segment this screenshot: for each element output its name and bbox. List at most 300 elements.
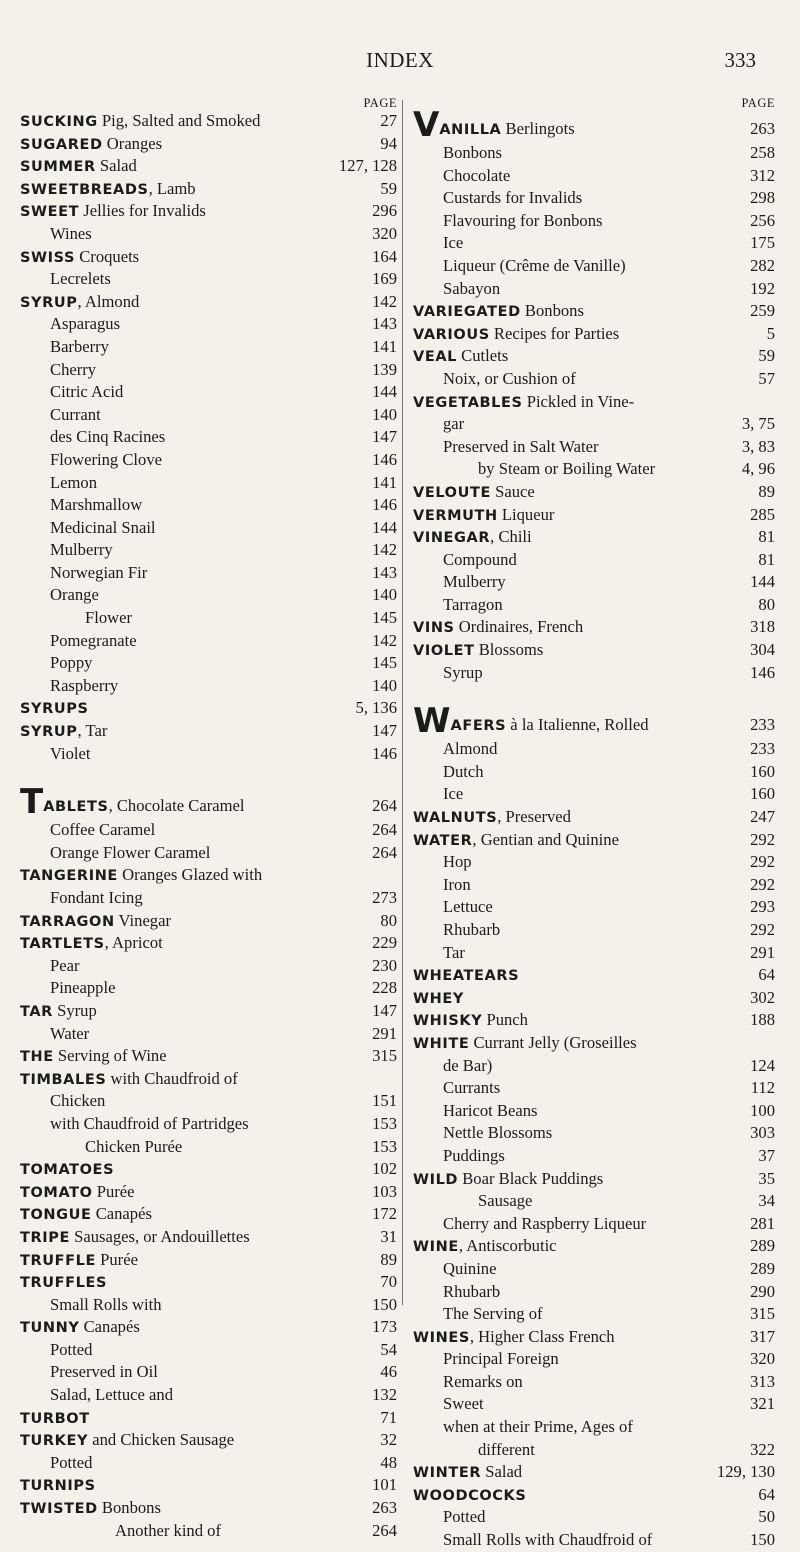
index-entry [413, 1009, 775, 1032]
entry-subtext: Marshmallow [50, 495, 143, 515]
entry-text [443, 1303, 543, 1326]
index-entry [20, 1203, 397, 1226]
page-column-label [413, 96, 775, 110]
entry-text [413, 1009, 528, 1033]
entry-subtext: Asparagus [50, 314, 121, 334]
entry-subtext: Ordinaires, French [454, 617, 584, 637]
entry-subtext: Almond [443, 739, 498, 759]
index-column-left [20, 96, 397, 1542]
entry-heading: THE [20, 1049, 54, 1066]
index-entry [413, 987, 775, 1010]
entry-subtext: , Higher Class French [469, 1326, 615, 1346]
entry-text [20, 1429, 234, 1453]
entry-text [443, 1506, 485, 1529]
entry-page-number: 59 [758, 346, 775, 366]
index-entry [20, 200, 397, 223]
index-entry [20, 1113, 397, 1136]
index-entry [20, 819, 397, 842]
entry-subtext: Hop [443, 852, 472, 872]
entry-text [20, 932, 163, 956]
entry-page-number: 290 [750, 1281, 775, 1301]
entry-text [20, 1497, 161, 1521]
entry-heading: VEGETABLES [413, 394, 523, 411]
entry-heading: SYRUP [20, 294, 78, 311]
index-entry [20, 1249, 397, 1272]
entry-text [443, 1258, 496, 1281]
entry-subtext: Potted [50, 1339, 93, 1359]
entry-text [443, 1393, 484, 1416]
entry-page-number: 57 [758, 368, 775, 388]
entry-text [413, 504, 554, 528]
index-entry [20, 584, 397, 607]
entry-page-number: 100 [750, 1100, 775, 1120]
entry-subtext: Cutlets [457, 346, 509, 366]
entry-text [20, 1000, 97, 1024]
entry-subtext: Lettuce [443, 897, 493, 917]
entry-text [20, 697, 89, 721]
entry-subtext: Oranges Glazed with [117, 865, 263, 885]
index-entry [20, 1384, 397, 1407]
entry-page-number: 292 [750, 874, 775, 894]
entry-text [413, 1461, 522, 1485]
entry-subtext: Flavouring for Bonbons [443, 210, 603, 230]
entry-text [443, 1416, 633, 1439]
index-entry [20, 313, 397, 336]
entry-page-number: 317 [750, 1326, 775, 1346]
index-entry [413, 1213, 775, 1236]
entry-text [413, 526, 532, 550]
entry-heading: TARRAGON [20, 913, 115, 930]
entry-subtext: Serving of Wine [53, 1046, 167, 1066]
entry-text [413, 345, 508, 369]
index-entry [413, 165, 775, 188]
entry-text [50, 381, 123, 404]
entry-subtext: Chocolate [443, 165, 511, 185]
entry-heading: TURNIPS [20, 1478, 96, 1495]
entry-subtext: Water [50, 1023, 90, 1043]
index-entry [20, 1452, 397, 1475]
index-entry [413, 806, 775, 829]
index-entry [413, 662, 775, 685]
entry-heading: VARIEGATED [413, 304, 521, 321]
entry-page-number: 89 [758, 481, 775, 501]
entry-subtext: Flowering Clove [50, 449, 162, 469]
entry-page-number: 80 [758, 594, 775, 614]
entry-text [20, 720, 107, 744]
entry-page-number: 303 [750, 1123, 775, 1143]
index-entry [20, 1226, 397, 1249]
entry-page-number: 71 [380, 1407, 397, 1427]
entry-text [443, 210, 602, 233]
entry-text [413, 806, 571, 830]
entry-text [443, 1055, 492, 1078]
index-entry [413, 919, 775, 942]
entry-page-number: 146 [372, 449, 397, 469]
entry-subtext: Blossoms [474, 640, 544, 660]
entry-text [413, 391, 634, 415]
entry-page-number: 321 [750, 1394, 775, 1414]
index-entry [413, 1235, 775, 1258]
index-entry [20, 246, 397, 269]
index-entry [20, 539, 397, 562]
entry-text [50, 472, 97, 495]
entry-subtext: Small Rolls with [50, 1294, 162, 1314]
index-entry [20, 1294, 397, 1317]
entry-heading: WINTER [413, 1465, 482, 1482]
entry-text [50, 1339, 92, 1362]
index-entry [20, 336, 397, 359]
entry-heading: ANILLA [439, 122, 502, 138]
entry-text [50, 1361, 158, 1384]
entry-text [50, 1294, 162, 1317]
entry-page-number: 160 [750, 784, 775, 804]
entry-page-number: 31 [380, 1226, 397, 1246]
entry-subtext: The Serving of [443, 1304, 543, 1324]
entry-subtext: Recipes for Parties [489, 323, 620, 343]
entry-text [20, 133, 162, 157]
entry-page-number: 37 [758, 1145, 775, 1165]
entry-subtext: Cherry [50, 359, 97, 379]
entry-text [443, 874, 471, 897]
entry-subtext: Rhubarb [443, 920, 501, 939]
entry-page-number: 298 [750, 188, 775, 208]
entry-page-number: 282 [750, 255, 775, 275]
entry-page-number: 230 [372, 955, 397, 975]
entry-text [443, 368, 576, 391]
index-entry [20, 720, 397, 743]
entry-page-number: 129, 130 [716, 1462, 775, 1482]
entry-heading: WALNUTS [413, 810, 498, 827]
entry-page-number: 172 [372, 1204, 397, 1224]
entry-text [20, 1068, 238, 1092]
entry-subtext: Liqueur [497, 504, 555, 524]
entry-text [413, 639, 543, 663]
entry-subtext: Mulberry [443, 572, 506, 592]
entry-subtext: Ice [443, 233, 464, 253]
entry-page-number: 146 [750, 662, 775, 682]
index-entry [413, 255, 775, 278]
index-entry [413, 639, 775, 662]
entry-page-number: 54 [380, 1339, 397, 1359]
entry-subtext: Bonbons [443, 143, 503, 162]
index-entry [413, 1326, 775, 1349]
entry-text [50, 562, 147, 585]
entry-subtext: , Lamb [148, 178, 196, 198]
index-entry [413, 616, 775, 639]
entry-text [20, 910, 171, 934]
entry-heading: WILD [413, 1171, 459, 1188]
entry-text [50, 449, 162, 472]
index-entry [20, 517, 397, 540]
index-entry [20, 697, 397, 720]
entry-heading: TAR [20, 1003, 53, 1020]
index-entry [20, 955, 397, 978]
index-entry [413, 571, 775, 594]
index-entry [20, 426, 397, 449]
index-entry [413, 761, 775, 784]
index-entry [20, 1068, 397, 1091]
entry-page-number: 256 [750, 210, 775, 230]
index-entry [413, 1032, 775, 1055]
entry-page-number: 112 [750, 1078, 775, 1098]
entry-text [20, 1181, 135, 1205]
entry-page-number: 160 [750, 761, 775, 781]
entry-subtext: Mulberry [50, 540, 113, 560]
entry-subtext: Dutch [443, 761, 484, 781]
entry-text [443, 783, 463, 806]
entry-page-number: 320 [372, 223, 397, 243]
entry-page-number: 291 [372, 1023, 397, 1043]
index-entry [413, 1439, 775, 1462]
entry-text [443, 571, 506, 594]
entry-text [443, 549, 517, 572]
entry-subtext: Purée [96, 1249, 138, 1269]
entry-text [443, 1213, 646, 1236]
entry-subtext: Principal Foreign [443, 1349, 559, 1369]
entry-page-number: 302 [750, 987, 775, 1007]
entry-subtext: Small Rolls with Chaudfroid of [443, 1530, 653, 1550]
entry-heading: SYRUP [20, 724, 78, 741]
index-entry [20, 607, 397, 630]
entry-page-number: 64 [758, 965, 775, 985]
entry-page-number: 89 [380, 1249, 397, 1269]
index-entry [413, 1122, 775, 1145]
entry-page-number: 147 [372, 721, 397, 741]
index-entry [20, 1497, 397, 1520]
entry-page-number: 293 [750, 897, 775, 917]
entry-subtext: Fondant Icing [50, 888, 143, 907]
entry-text [413, 1484, 526, 1508]
entry-heading: WHISKY [413, 1013, 483, 1030]
entry-text [85, 607, 132, 630]
entry-page-number: 139 [372, 359, 397, 379]
entry-page-number: 70 [380, 1272, 397, 1292]
entry-text [50, 887, 143, 910]
entry-text [50, 1090, 105, 1113]
entry-subtext: Salad [481, 1462, 523, 1482]
entry-subtext: des Cinq Racines [50, 427, 166, 447]
index-entry [413, 942, 775, 965]
entry-subtext: Citric Acid [50, 382, 124, 402]
entry-text [443, 436, 599, 459]
entry-subtext: Nettle Blossoms [443, 1123, 553, 1143]
entry-subtext: Wines [50, 223, 92, 243]
column-divider [402, 100, 403, 1305]
entry-page-number: 289 [750, 1258, 775, 1278]
entry-text [443, 738, 497, 761]
entry-heading: TARTLETS [20, 936, 105, 953]
entry-page-number: 127, 128 [338, 156, 397, 176]
entry-subtext: Pear [50, 955, 80, 975]
entry-page-number: 143 [372, 314, 397, 334]
index-entry [413, 1506, 775, 1529]
index-entry [413, 874, 775, 897]
entry-page-number: 175 [750, 233, 775, 253]
index-entry [413, 1348, 775, 1371]
entry-text [20, 178, 196, 202]
entry-page-number: 320 [750, 1349, 775, 1369]
entry-heading: TWISTED [20, 1501, 98, 1518]
index-entry [413, 964, 775, 987]
index-entry [413, 1484, 775, 1507]
index-entry [20, 887, 397, 910]
index-entry [413, 1190, 775, 1213]
entry-page-number: 292 [750, 920, 775, 939]
index-entry [20, 1474, 397, 1497]
entry-text [413, 323, 619, 347]
entry-text [478, 458, 655, 481]
entry-text [50, 584, 99, 607]
index-entry [413, 738, 775, 761]
entry-subtext: Oranges [102, 133, 163, 153]
entry-subtext: Canapés [79, 1317, 140, 1337]
entry-text [20, 246, 139, 270]
entry-text [20, 1226, 250, 1250]
entry-subtext: Currants [443, 1078, 501, 1098]
entry-subtext: Sweet [443, 1394, 484, 1414]
entry-text [443, 187, 582, 210]
entry-page-number: 143 [372, 562, 397, 582]
entry-heading: ABLETS [43, 799, 109, 816]
index-entry [20, 223, 397, 246]
entry-text [443, 1348, 559, 1371]
entry-subtext: Puddings [443, 1145, 505, 1165]
entry-text [413, 829, 619, 853]
entry-subtext: Orange Flower Caramel [50, 842, 211, 862]
entry-page-number: 292 [750, 829, 775, 849]
entry-subtext: , Preserved [497, 807, 571, 827]
entry-subtext: Tarragon [443, 594, 503, 614]
entry-text [20, 1271, 107, 1295]
entry-text [50, 539, 113, 562]
entry-subtext: Raspberry [50, 675, 119, 695]
entry-page-number: 94 [380, 133, 397, 153]
entry-subtext: Cherry and Raspberry Liqueur [443, 1213, 647, 1233]
entry-page-number: 34 [758, 1191, 775, 1211]
index-entry [20, 404, 397, 427]
index-entry [20, 291, 397, 314]
entry-page-number: 313 [750, 1371, 775, 1391]
entry-page-number: 296 [372, 201, 397, 221]
index-entry [20, 1271, 397, 1294]
entry-page-number: 315 [372, 1046, 397, 1066]
entry-text [443, 255, 626, 278]
entry-subtext: Rhubarb [443, 1281, 501, 1301]
entry-text [50, 630, 137, 653]
entry-page-number: 315 [750, 1304, 775, 1324]
entry-text [20, 110, 260, 134]
index-entry [20, 1000, 397, 1023]
entry-subtext: Barberry [50, 336, 109, 356]
section-gap [20, 765, 397, 787]
index-entry [20, 1181, 397, 1204]
entry-page-number: 103 [372, 1181, 397, 1201]
index-entry [20, 1023, 397, 1046]
index-entry [20, 472, 397, 495]
index-entry [20, 562, 397, 585]
index-entry [413, 368, 775, 391]
entry-text [413, 1168, 603, 1192]
entry-subtext: Salad, Lettuce and [50, 1385, 174, 1405]
entry-page-number: 5, 136 [355, 698, 397, 718]
entry-text [478, 1439, 535, 1462]
entry-text [20, 1158, 114, 1182]
entry-page-number: 142 [372, 630, 397, 650]
entry-subtext: by Steam or Boiling Water [478, 459, 656, 479]
index-entry [413, 1077, 775, 1100]
entry-subtext: Lecrelets [50, 269, 111, 289]
entry-page-number: 292 [750, 852, 775, 872]
entry-subtext: Flower [85, 608, 133, 628]
entry-page-number: 264 [372, 842, 397, 862]
entry-page-number: 150 [372, 1294, 397, 1314]
entry-subtext: Pomegranate [50, 630, 137, 650]
entry-subtext: Potted [443, 1507, 486, 1527]
entry-text [50, 1023, 89, 1046]
entry-page-number: 140 [372, 675, 397, 695]
entry-text [50, 268, 111, 291]
entry-page-number: 5 [766, 323, 775, 343]
entry-subtext: Sabayon [443, 278, 501, 298]
entry-text [443, 1529, 652, 1552]
entry-heading: SWEETBREADS [20, 181, 149, 198]
entry-page-number: 141 [372, 472, 397, 492]
entry-page-number: 304 [750, 640, 775, 660]
entry-text [443, 165, 510, 188]
entry-heading: TOMATO [20, 1184, 93, 1201]
entry-page-number: 145 [372, 608, 397, 628]
page-column-label-text: PAGE [741, 96, 775, 110]
index-entry [413, 413, 775, 436]
entry-page-number: 318 [750, 617, 775, 637]
entry-subtext: Chicken Purée [85, 1136, 183, 1156]
index-entry [413, 436, 775, 459]
index-entry [413, 105, 775, 145]
entry-text [443, 662, 483, 685]
entry-subtext: Preserved in Salt Water [443, 436, 599, 456]
entry-heading: SWEET [20, 204, 80, 221]
index-entry [413, 829, 775, 852]
entry-subtext: Purée [92, 1181, 135, 1201]
entry-text [50, 223, 92, 246]
entry-text [443, 919, 500, 942]
index-entry [413, 1281, 775, 1304]
entry-subtext: , Chili [490, 527, 532, 547]
entry-text [478, 1190, 532, 1213]
entry-page-number: 27 [380, 111, 397, 130]
entry-heading: SUMMER [20, 159, 96, 176]
entry-heading: TRIPE [20, 1229, 70, 1246]
entry-text [50, 675, 118, 698]
index-entry [413, 701, 775, 742]
entry-heading: TRUFFLE [20, 1252, 96, 1269]
section-initial: T [20, 782, 44, 823]
entry-subtext: when at their Prime, Ages of [443, 1417, 633, 1437]
page-header [0, 48, 800, 74]
entry-text [20, 1203, 152, 1227]
entry-subtext: Coffee Caramel [50, 820, 156, 840]
page-title: INDEX [366, 48, 434, 72]
entry-page-number: 264 [372, 1520, 397, 1540]
entry-text [20, 1045, 167, 1069]
entry-page-number: 153 [372, 1136, 397, 1156]
entry-page-number: 64 [758, 1484, 775, 1504]
entry-heading: VINS [413, 620, 455, 637]
entry-page-number: 142 [372, 291, 397, 311]
index-entry [20, 652, 397, 675]
index-entry [20, 782, 397, 823]
index-entry [20, 178, 397, 201]
